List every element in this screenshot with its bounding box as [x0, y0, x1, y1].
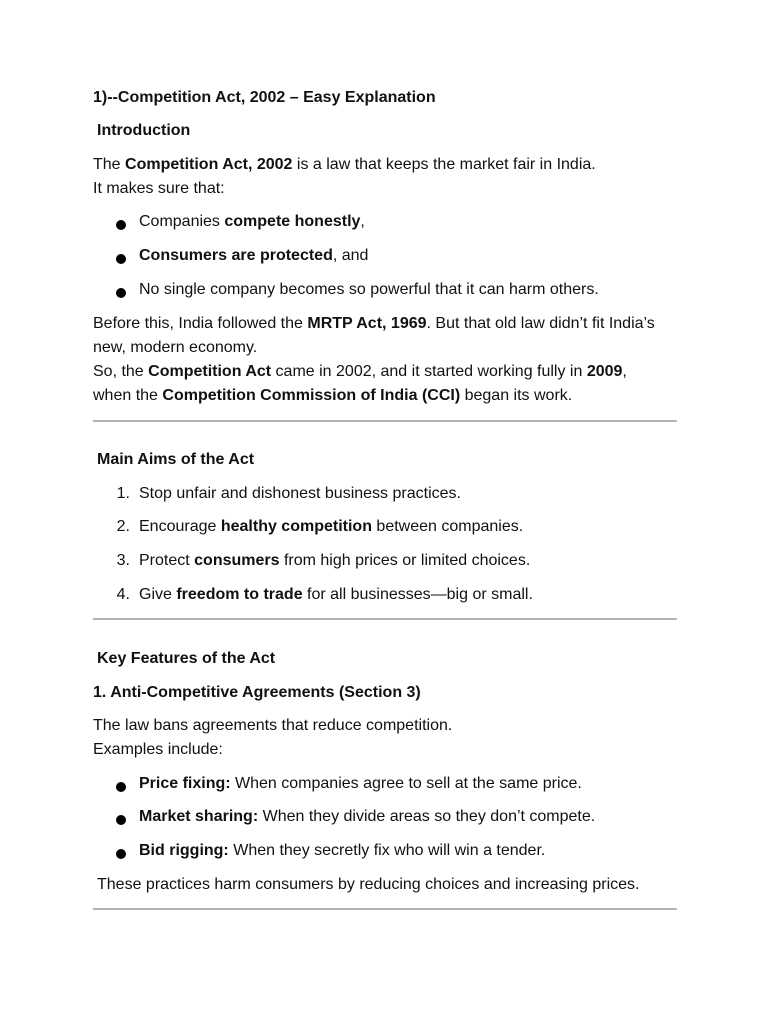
introduction-heading: Introduction — [97, 122, 191, 139]
list-item: Market sharing: When they divide areas so they don’t compete. — [93, 805, 677, 829]
section-divider — [93, 618, 677, 620]
agreements-paragraph: The law bans agreements that reduce competition. Examples include: — [93, 717, 453, 758]
examples-bullet-list — [93, 772, 677, 863]
aims-numbered-list — [93, 482, 677, 607]
main-aims-heading: Main Aims of the Act — [97, 451, 255, 468]
intro-bullet-list — [93, 210, 677, 302]
list-item: Consumers are protected, and — [93, 244, 677, 268]
list-item: Companies compete honestly, — [93, 210, 677, 234]
anti-competitive-subheading: 1. Anti-Competitive Agreements (Section 3) — [93, 684, 421, 701]
list-item: Price fixing: When companies agree to sell at the same price. — [93, 772, 677, 796]
history-paragraph: Before this, India followed the MRTP Act, 1969. But that old law didn’t fit India’s new, modern economy. So, the Competition Act came in 2002, and it started working fully in 2009, when the Competition Commission of India (CCI) began its work. — [93, 315, 655, 404]
list-item: Bid rigging: When they secretly fix who will win a tender. — [93, 839, 677, 863]
list-item: 1. Stop unfair and dishonest business practices. — [116, 485, 461, 502]
list-item: 4. Give freedom to trade for all businesses—big or small. — [116, 586, 533, 603]
section-divider — [93, 420, 677, 422]
document-body — [93, 86, 677, 910]
key-features-heading: Key Features of the Act — [97, 650, 276, 667]
closing-paragraph: These practices harm consumers by reducing choices and increasing prices. — [97, 876, 640, 893]
list-item: 3. Protect consumers from high prices or limited choices. — [116, 552, 531, 569]
intro-paragraph: The Competition Act, 2002 is a law that keeps the market fair in India. It makes sure that: — [93, 156, 596, 197]
list-item: No single company becomes so powerful that it can harm others. — [93, 278, 677, 302]
list-item: 2. Encourage healthy competition between companies. — [116, 518, 524, 535]
document-title: 1)--Competition Act, 2002 – Easy Explanation — [93, 89, 436, 106]
section-divider — [93, 908, 677, 910]
